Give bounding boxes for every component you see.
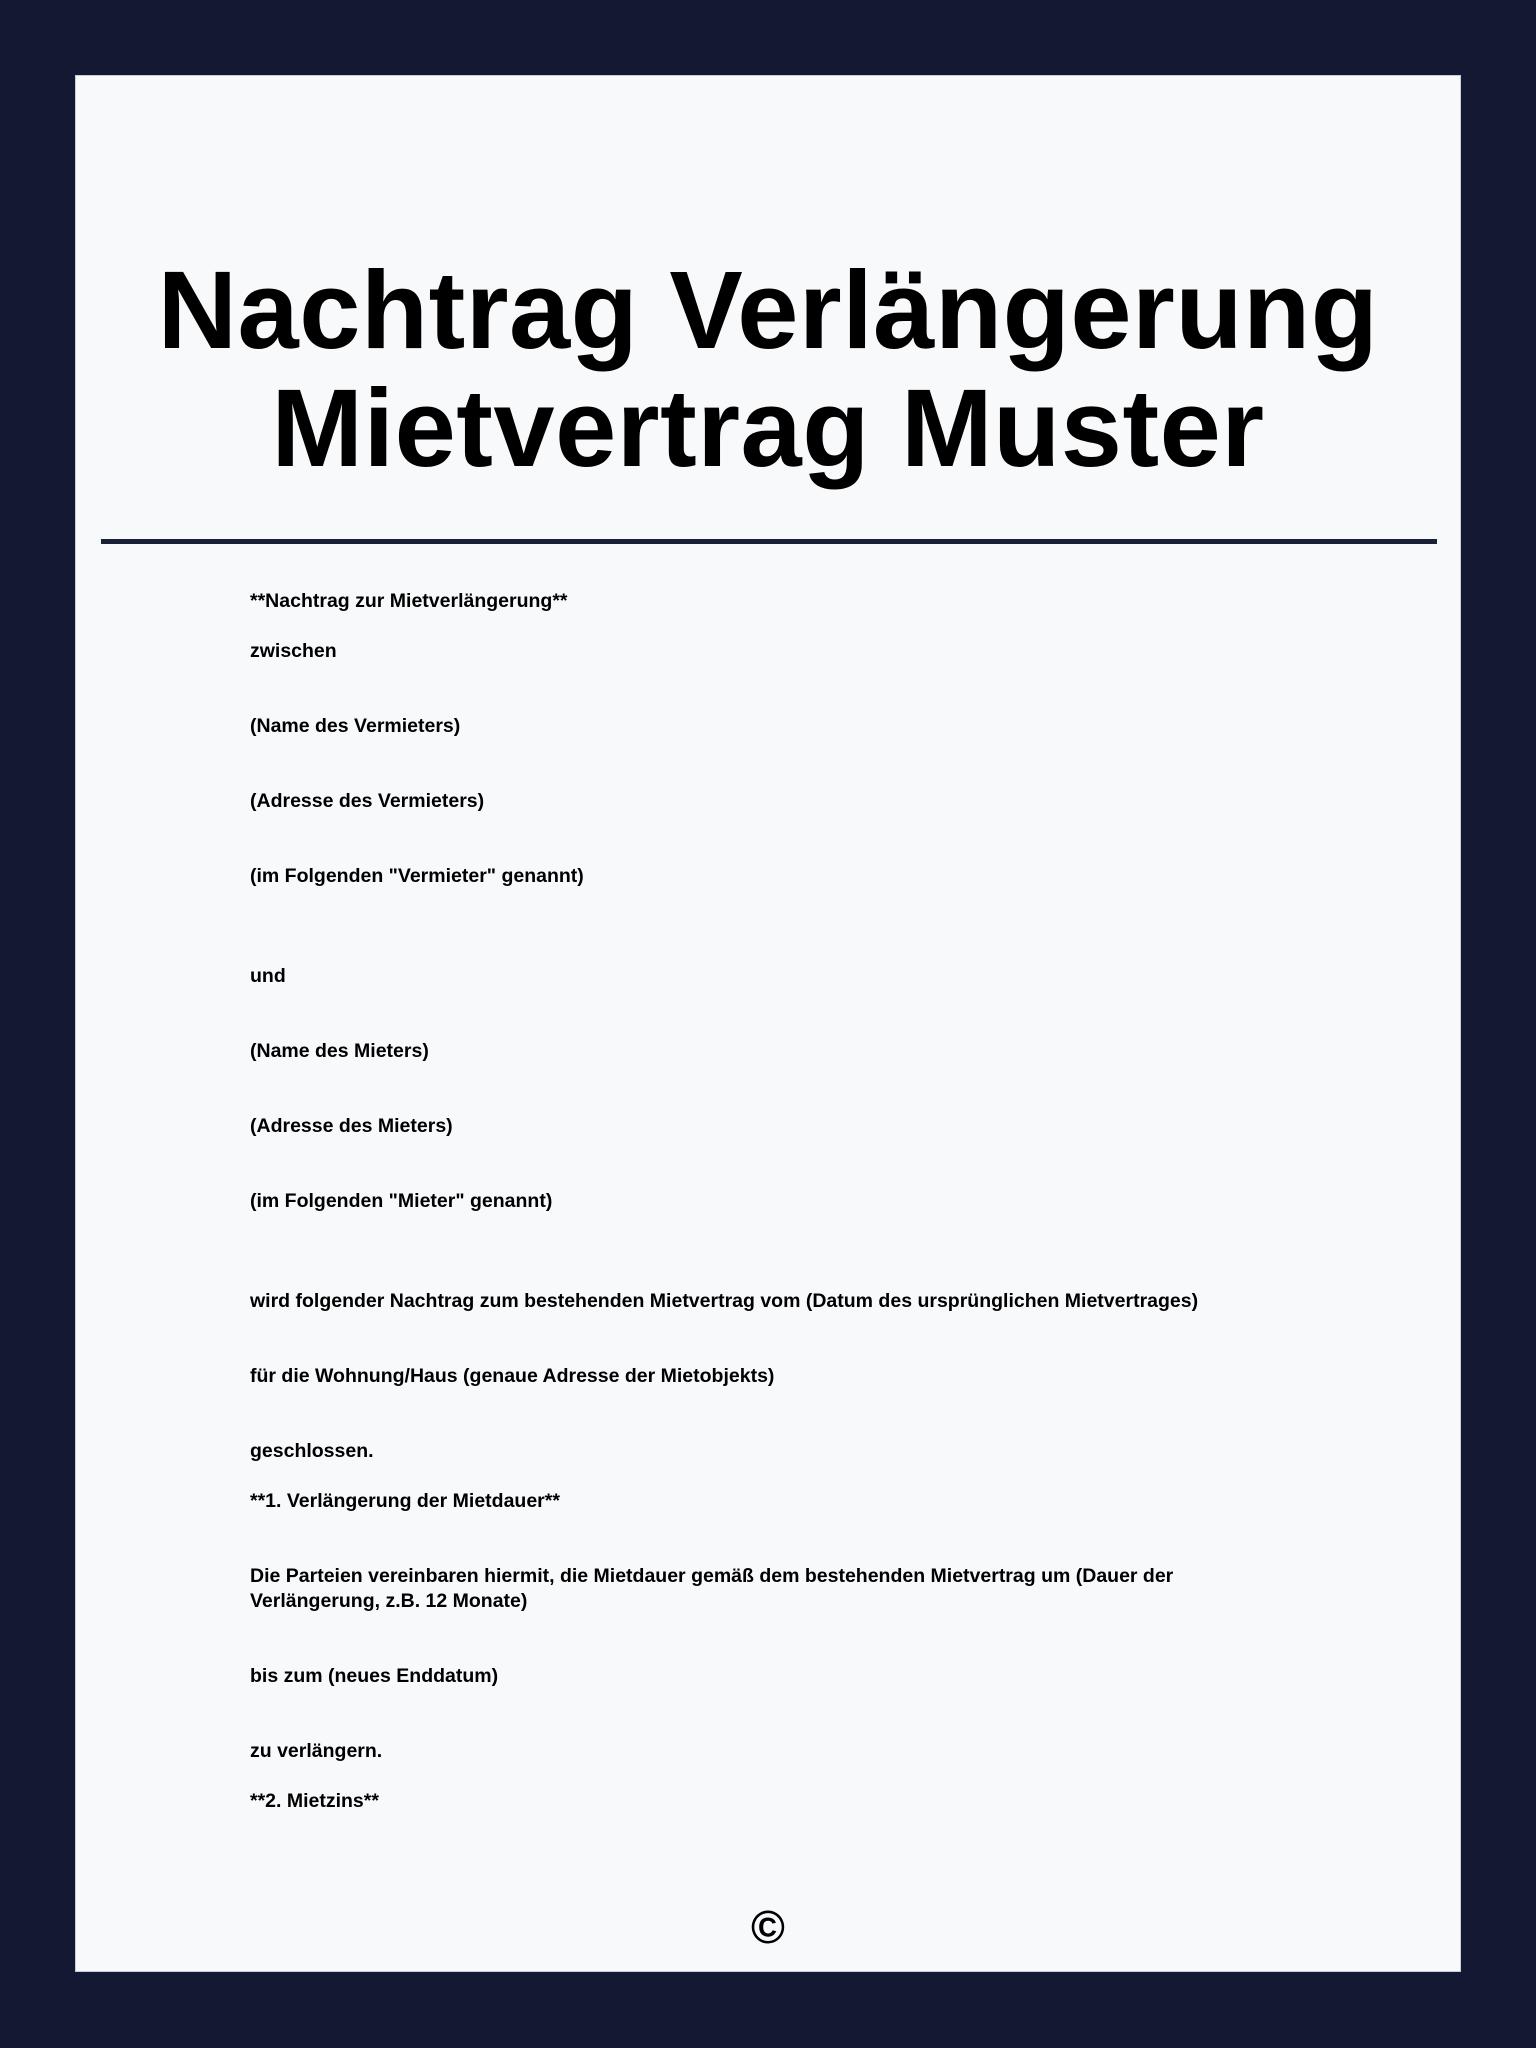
section-1-heading: **1. Verlängerung der Mietdauer**: [250, 1490, 560, 1512]
tenant-alias: (im Folgenden "Mieter" genannt): [250, 1190, 553, 1212]
between-text: zwischen: [250, 640, 337, 662]
section-1-text: Die Parteien vereinbaren hiermit, die Mietdauer gemäß dem bestehenden Mietvertrag um (Dauer der Verlängerung, z.B. 12 Monate): [250, 1565, 1174, 1612]
concluded-text: geschlossen.: [250, 1440, 374, 1462]
extend-line: zu verlängern.: [250, 1740, 383, 1762]
property-line: für die Wohnung/Haus (genaue Adresse der Mietobjekts): [250, 1365, 775, 1387]
section-2-heading: **2. Mietzins**: [250, 1790, 379, 1812]
document-page: [75, 75, 1461, 1972]
landlord-alias: (im Folgenden "Vermieter" genannt): [250, 865, 584, 887]
title-line-1: Nachtrag Verlängerung: [157, 249, 1379, 372]
until-line: bis zum (neues Enddatum): [250, 1665, 499, 1687]
and-text: und: [250, 965, 286, 987]
main-heading: **Nachtrag zur Mietverlängerung**: [250, 590, 568, 612]
title-divider: [101, 539, 1437, 544]
copyright-symbol: ©: [751, 1901, 785, 1953]
tenant-name-placeholder: (Name des Mieters): [250, 1040, 429, 1062]
intro-line: wird folgender Nachtrag zum bestehenden Mietvertrag vom (Datum des ursprünglichen Mietvertrages): [250, 1290, 1199, 1312]
title-line-2: Mietvertrag Muster: [271, 367, 1265, 490]
document-title: [76, 249, 1460, 490]
tenant-address-placeholder: (Adresse des Mieters): [250, 1115, 453, 1137]
landlord-address-placeholder: (Adresse des Vermieters): [250, 790, 485, 812]
landlord-name-placeholder: (Name des Vermieters): [250, 715, 461, 737]
